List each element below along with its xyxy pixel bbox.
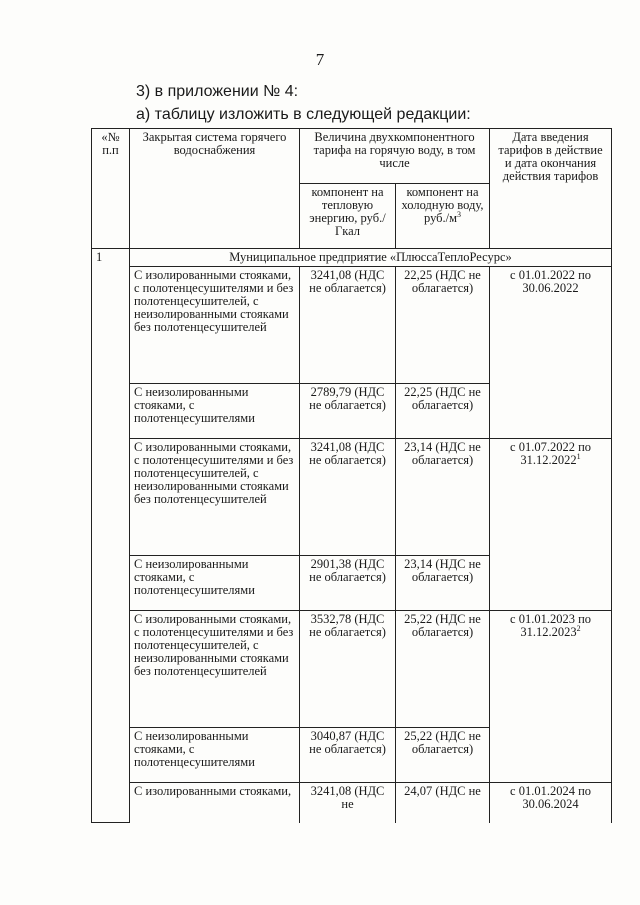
- intro-subitem: а) таблицу изложить в следующей редакции:: [136, 106, 471, 123]
- cold-cell: 22,25 (НДС не облагается): [396, 267, 490, 384]
- period-cell: с 01.01.2024 по 30.06.2024: [490, 783, 612, 823]
- row-number: 1: [92, 249, 130, 823]
- period-cell: с 01.07.2022 по 31.12.2022$^1$: [490, 439, 612, 611]
- cold-cell: 25,22 (НДС не облагается): [396, 728, 490, 783]
- system-cell: С изолированными стояками, с полотенцесушителями и без полотенцесушителей, с неизолированными стояками без полотенцесушителей: [130, 439, 300, 556]
- header-cold-water: компонент на холодную воду, $руб./м^3$: [396, 184, 490, 249]
- system-cell: С изолированными стояками, с полотенцесушителями и без полотенцесушителей, с неизолированными стояками без полотенцесушителей: [130, 267, 300, 384]
- system-cell: С неизолированными стояками, с полотенцесушителями: [130, 728, 300, 783]
- period-cell: с 01.01.2022 по 30.06.2022: [490, 267, 612, 439]
- system-cell: С неизолированными стояками, с полотенцесушителями: [130, 384, 300, 439]
- thermal-cell: 3241,08 (НДС не облагается): [300, 439, 396, 556]
- tariff-table: [91, 128, 612, 823]
- thermal-cell: 3532,78 (НДС не облагается): [300, 611, 396, 728]
- header-date: Дата введения тарифов в действие и дата окончания действия тарифов: [490, 129, 612, 249]
- header-tariff: Величина двухкомпонентного тарифа на горячую воду, в том числе: [300, 129, 490, 184]
- intro-item: 3) в приложении № 4:: [136, 83, 299, 100]
- cold-cell: 23,14 (НДС не облагается): [396, 439, 490, 556]
- thermal-cell: 3241,08 (НДС не: [300, 783, 396, 823]
- thermal-cell: 3040,87 (НДС не облагается): [300, 728, 396, 783]
- cold-cell: 24,07 (НДС не: [396, 783, 490, 823]
- organization-name: Муниципальное предприятие «ПлюссаТеплоРесурс»: [130, 249, 612, 267]
- system-cell: С изолированными стояками,: [130, 783, 300, 823]
- cold-cell: 22,25 (НДС не облагается): [396, 384, 490, 439]
- header-system: Закрытая система горячего водоснабжения: [130, 129, 300, 249]
- cold-cell: 25,22 (НДС не облагается): [396, 611, 490, 728]
- cold-cell: 23,14 (НДС не облагается): [396, 556, 490, 611]
- page-number: 7: [315, 50, 325, 69]
- thermal-cell: 2789,79 (НДС не облагается): [300, 384, 396, 439]
- header-thermal: компонент на тепловую энергию, руб./Гкал: [300, 184, 396, 249]
- period-cell: с 01.01.2023 по 31.12.2023$^2$: [490, 611, 612, 783]
- system-cell: С изолированными стояками, с полотенцесушителями и без полотенцесушителей, с неизолированными стояками без полотенцесушителей: [130, 611, 300, 728]
- thermal-cell: 2901,38 (НДС не облагается): [300, 556, 396, 611]
- header-num: «№ п.п: [92, 129, 130, 249]
- thermal-cell: 3241,08 (НДС не облагается): [300, 267, 396, 384]
- system-cell: С неизолированными стояками, с полотенцесушителями: [130, 556, 300, 611]
